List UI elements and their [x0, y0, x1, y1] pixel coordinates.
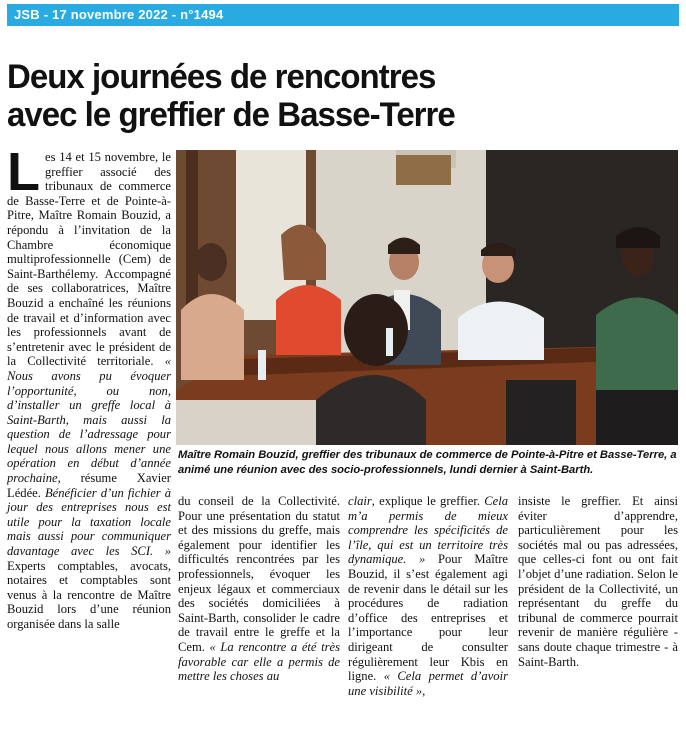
- header-band: [7, 4, 679, 26]
- article-column-3: [348, 494, 508, 698]
- col3-quote-2: Cela m’a permis de mieux comprendre les spécificités de l’île, qui est un territoire très dynamique. »: [348, 494, 508, 567]
- col4-text-1: insiste le greffier. Et ainsi éviter d’apprendre, particulièrement pour les sociétés mal ou pas adressées, que celles-ci font ou ont fait l’objet d’une radiation. Selon le président de la Collectivité, un représentant du greffe du tribunal de commerce pourrait revenir de manière régulière - sans doute chaque trimestre - à Saint-Barth.: [518, 494, 678, 669]
- col1-text-1: es 14 et 15 novembre, le greffier associé des tribunaux de commerce de Basse-Terre et de Pointe-à-Pitre, Maître Romain Bouzid, a répondu à l’invitation de la Chambre économique multiprofessionnelle (Cem) de Saint-Barthélemy. Accompagné de ses collaboratrices, Maître Bouzid a enchaîné les réunions de travail et d’information avec les professionnels avant de s’entretenir avec le président de la Collectivité territoriale.: [7, 150, 171, 369]
- col1-quote-2: Bénéficier d’un fichier à jour des entreprises nous est utile pour la taxation locale mais aussi pour communiquer davantage avec les SCI. »: [7, 485, 171, 559]
- headline-line-2: avec le greffier de Basse-Terre: [7, 96, 455, 134]
- col1-quote-1: « Nous avons pu évoquer l’opportunité, ou non, d’installer un greffe local à Saint-Barth, mais aussi la question de l’adressage pour lequel nous allons mener une opération en début d’année prochaine: [7, 354, 171, 486]
- col2-quote-1: « La rencontre a été très favorable car elle a permis de mettre les choses au: [178, 639, 340, 684]
- article-column-2: [178, 494, 340, 684]
- drop-cap: L: [7, 142, 40, 202]
- photo-caption: Maître Romain Bouzid, greffier des tribunaux de commerce de Pointe-à-Pitre et Basse-Terre, a animé une réunion avec des socio-professionnels, lundi dernier à Saint-Barth.: [178, 449, 677, 476]
- article-column-4: [518, 494, 678, 669]
- col1-text-2: , résume Xavier Lédée.: [7, 471, 171, 500]
- col2-text-1: du conseil de la Collectivité. Pour une présentation du statut et des missions du greffe, mais également pour identifier les difficultés rencontrées par les professionnels, évoquer les enjeux légaux et commerciaux des sociétés domiciliées à Saint-Barth, consolider le cadre de travail entre le greffe et la Cem.: [178, 494, 340, 654]
- article-photo: [176, 150, 678, 445]
- issue-info: JSB - 17 novembre 2022 - n°1494: [14, 7, 224, 22]
- col3-text-3: ,: [422, 683, 426, 698]
- col3-quote-1: clair: [348, 494, 372, 508]
- col3-text-1: , explique le greffier.: [371, 494, 485, 508]
- col3-quote-3: « Cela permet d’avoir une visibilité »: [348, 669, 508, 698]
- col3-text-2: Pour Maître Bouzid, il s’est également agi de revenir dans le détail sur les procédures de radiation d’office des entreprises et l’importance pour leur dirigeant de consulter régulièrement leur Kbis en ligne.: [348, 552, 508, 684]
- article-headline: [7, 58, 659, 134]
- article-column-1: [7, 142, 171, 632]
- col1-text-3: Experts comptables, avocats, notaires et comptables sont venus à la rencontre de Maître Bouzid lors d’une réunion organisée dans la salle: [7, 558, 171, 631]
- headline-line-1: Deux journées de rencontres: [7, 58, 436, 96]
